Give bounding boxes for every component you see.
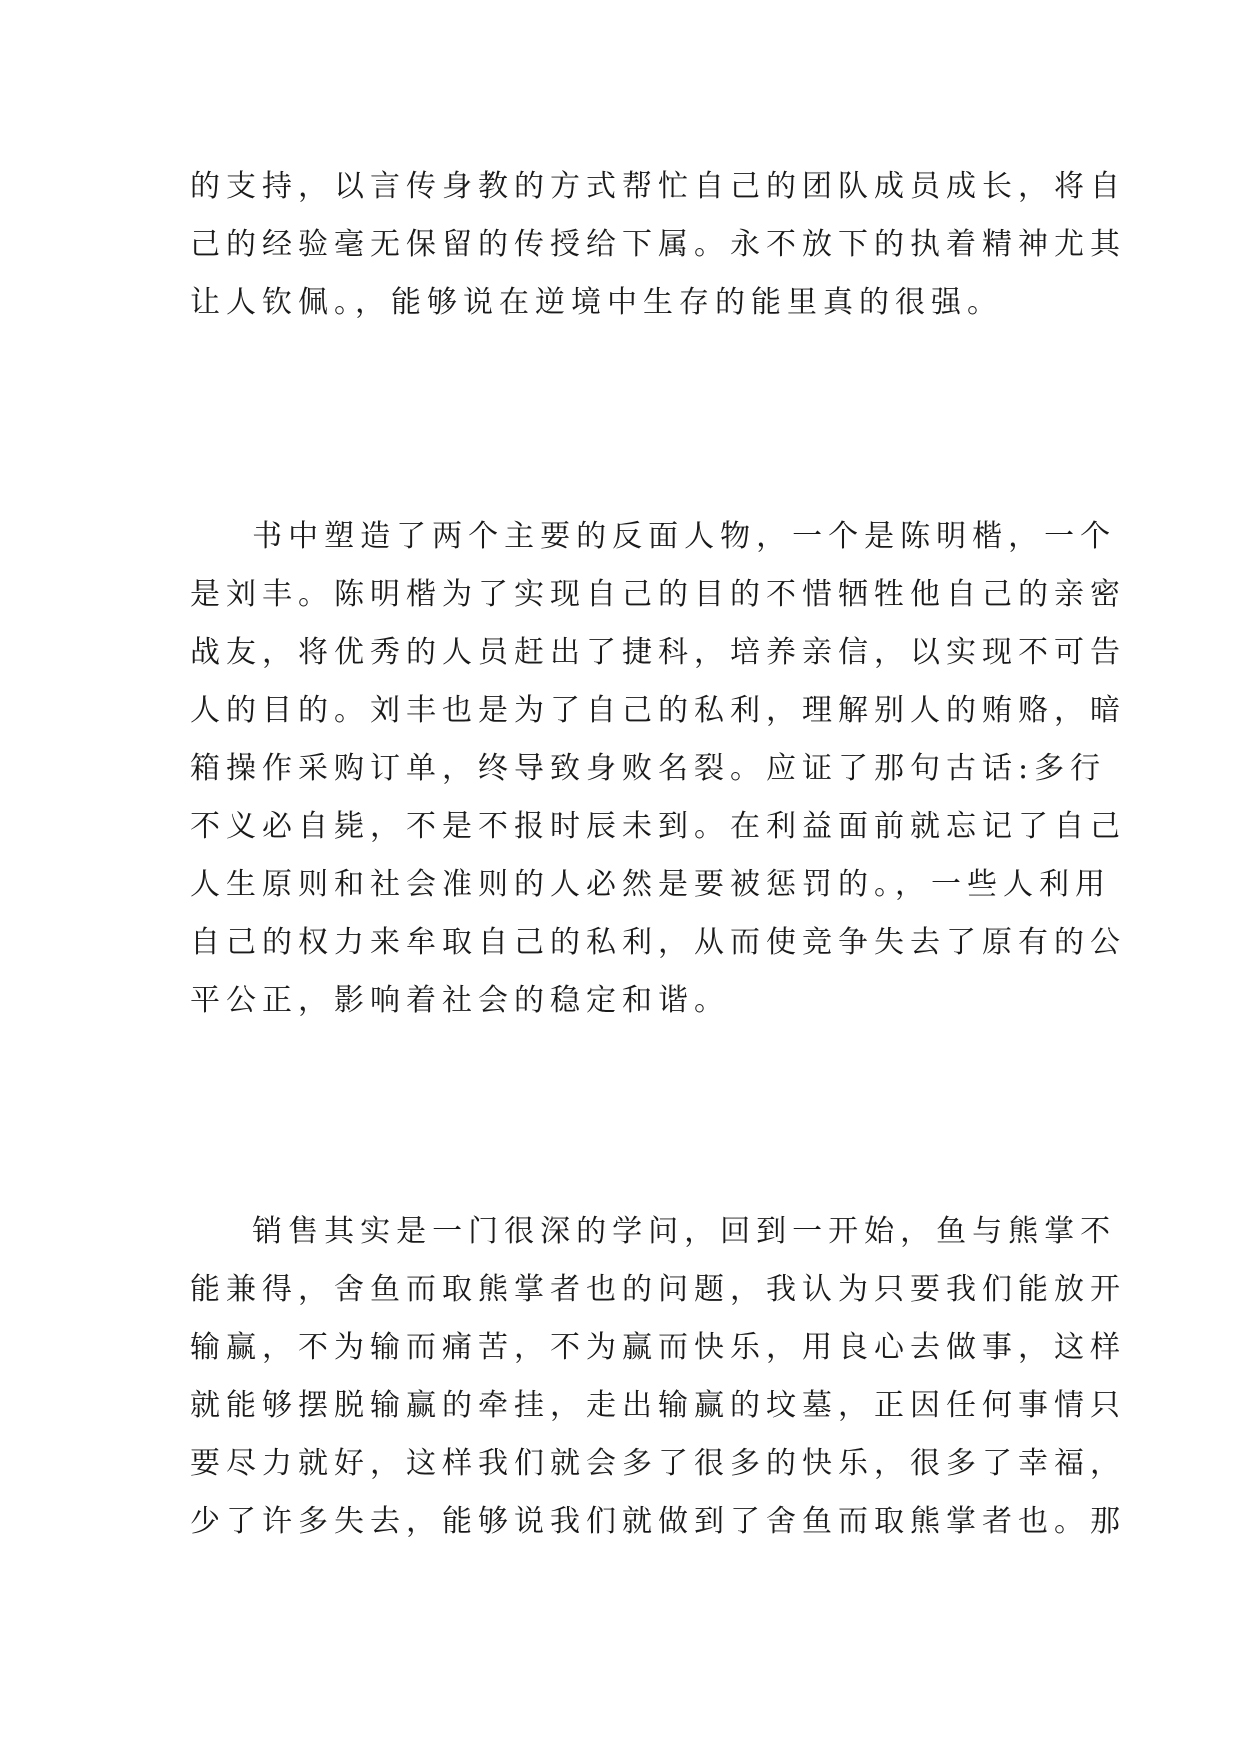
text-line: 少了许多失去，能够说我们就做到了舍鱼而取熊掌者也。那 [190, 1504, 1126, 1539]
text-line: 人的目的。刘丰也是为了自己的私利，理解别人的贿赂，暗 [190, 693, 1126, 728]
text-line: 自己的权力来牟取自己的私利，从而使竞争失去了原有的公 [190, 925, 1126, 960]
text-line: 战友，将优秀的人员赶出了捷科，培养亲信，以实现不可告 [190, 635, 1126, 670]
text-line: 的支持，以言传身教的方式帮忙自己的团队成员成长，将自 [190, 169, 1126, 204]
text-line: 就能够摆脱输赢的牵挂，走出输赢的坟墓，正因任何事情只 [190, 1388, 1126, 1423]
text-line: 输赢，不为输而痛苦，不为赢而快乐，用良心去做事，这样 [190, 1330, 1126, 1365]
paragraph-3 [190, 1203, 1126, 1551]
text-line: 销售其实是一门很深的学问，回到一开始，鱼与熊掌不 [190, 1214, 1117, 1249]
text-line: 不义必自毙，不是不报时辰未到。在利益面前就忘记了自己 [190, 809, 1126, 844]
text-line: 己的经验毫无保留的传授给下属。永不放下的执着精神尤其 [190, 227, 1126, 262]
text-line: 能兼得，舍鱼而取熊掌者也的问题，我认为只要我们能放开 [190, 1272, 1126, 1307]
text-line: 平公正，影响着社会的稳定和谐。 [190, 983, 730, 1018]
text-line: 书中塑造了两个主要的反面人物，一个是陈明楷，一个 [190, 519, 1117, 554]
paragraph-1 [190, 158, 1126, 332]
text-line: 箱操作采购订单，终导致身败名裂。应证了那句古话:多行 [190, 751, 1107, 786]
text-line: 要尽力就好，这样我们就会多了很多的快乐，很多了幸福， [190, 1446, 1126, 1481]
text-line: 让人钦佩。，能够说在逆境中生存的能里真的很强。 [190, 285, 1003, 320]
paragraph-2 [190, 508, 1126, 1030]
text-line: 是刘丰。陈明楷为了实现自己的目的不惜牺牲他自己的亲密 [190, 577, 1126, 612]
text-line: 人生原则和社会准则的人必然是要被惩罚的。，一些人利用 [190, 867, 1111, 902]
